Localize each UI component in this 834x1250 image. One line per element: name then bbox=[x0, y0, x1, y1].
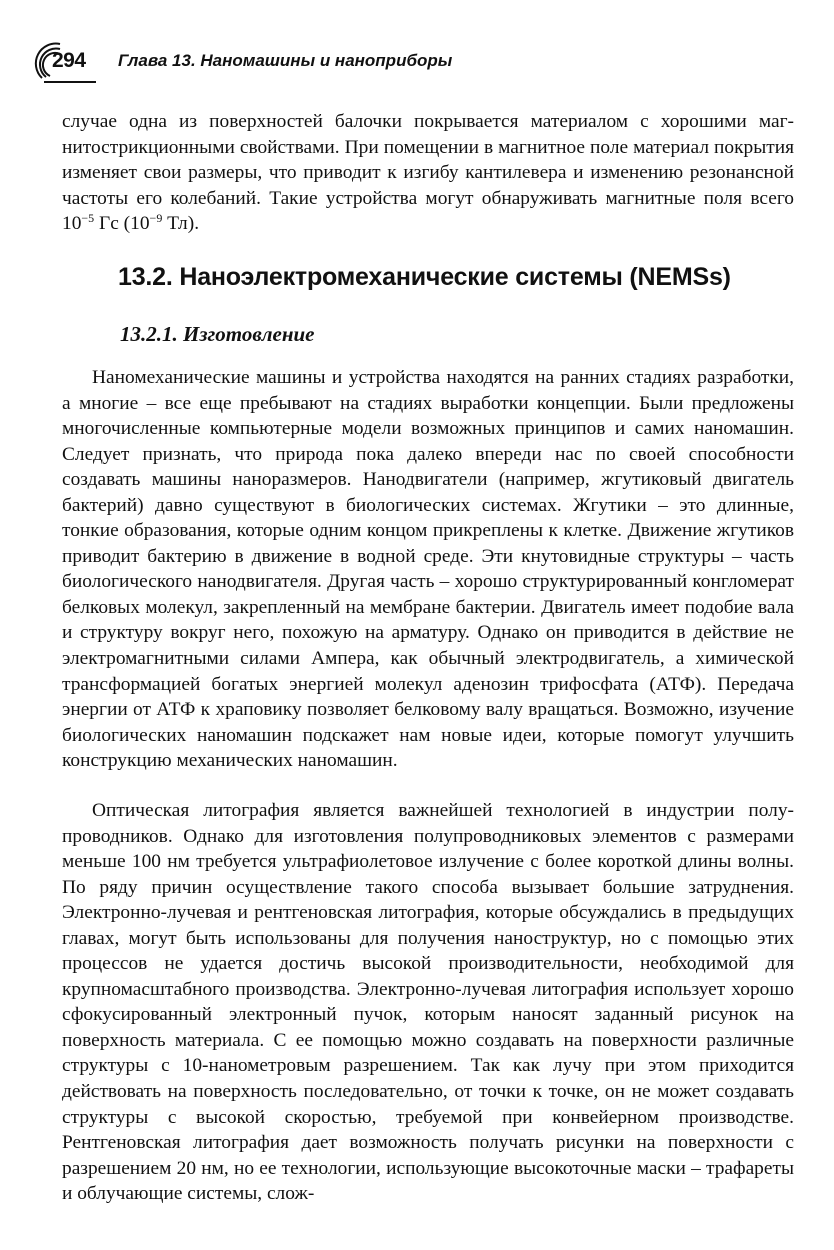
exponent-gauss: −5 bbox=[81, 211, 95, 226]
page-number: 294 bbox=[52, 49, 86, 72]
paragraph-2-text: Наномеханические машины и устройства находятся на ранних стадиях разработки, а многие – все еще пребывают на стадиях выработки концепции. Были предложены многочисленные компьютерные модели возможных принципов и самих наномашин. Следует признать, что природа пока далеко впереди нас по своей способности создавать машины наноразмеров. Нанодвигатели (например, жгутиковый двигатель бактерий) давно существуют в биологических системах. Жгутики – это длинные, тонкие образования, которые одним концом прикреплены к клетке. Движение жгутиков приводит бактерию в движение в водной среде. Эти кнутовидные структуры – часть биологического нанодвигателя. Другая часть – хорошо структурированный конгломерат белковых молекул, закрепленный на мембране бактерии. Двигатель имеет подобие вала и структуру вокруг него, похожую на арматуру. Однако он приводится в действие не электромагнитными силами Ампера, как обычный электродвигатель, а химической трансформацией богатых энергией молекул аденозин трифосфата (АТФ). Передача энергии от АТФ к храповику позволяет белковому валу вращаться. Возможно, изучение биологических наномашин подскажет нам новые идеи, которые помогут улучшить конструкцию механических наномашин. bbox=[62, 367, 794, 772]
paragraph-1-end: Тл). bbox=[162, 213, 200, 235]
subsection-title: 13.2.1. Изготовление bbox=[120, 322, 315, 346]
paragraph-1-mid: Гс (10 bbox=[94, 213, 150, 235]
page-header bbox=[30, 36, 810, 86]
running-head: Глава 13. Наномашины и наноприборы bbox=[118, 51, 453, 70]
paragraph-3-text: Оптическая литография является важнейшей технологией в индустрии полупроводников. Однако для изготовления полупроводниковых элементов с размерами меньше 100 нм требуется ультрафиолетовое излучение с более короткой длины волны. По ряду причин осуществление такого способа вызывает большие затруднения. Электронно-лучевая и рентгеновская литография, которые обсуждались в предыдущих главах, могут быть использованы для получения наноструктур, но с помощью этих процессов не удается достичь высокой производительности, необходимой для крупномасштабного производства. Электронно-лучевая литография использует хорошо сфокусированный электронный пучок, которым наносят заданный рисунок на поверхность материала. С ее помощью можно создавать на поверхности различные структуры с 10-нанометровым разрешением. Так как лучу при этом приходится действовать на поверхность последовательно, от точки к точке, он не может создавать структуры с высокой скоростью, требуемой при конвейерном производстве. Рентгеновская литография дает возможность получать рисунки на поверхности с разрешением 20 нм, но ее технологии, использующие высокоточные маски – трафареты и облучающие системы, слож- bbox=[62, 800, 794, 1205]
page-number-badge bbox=[30, 36, 100, 86]
exponent-tesla: −9 bbox=[149, 211, 163, 226]
paragraph-3 bbox=[62, 798, 794, 1207]
section-title: 13.2. Наноэлектромеханические системы (NEMSs) bbox=[118, 263, 731, 291]
paragraph-1 bbox=[62, 109, 794, 237]
paragraph-2 bbox=[62, 365, 794, 774]
paragraph-1-text: случае одна из поверхностей балочки покрывается материалом с хорошими магнитострикционными свойствами. При помещении в магнитное поле материал покрытия изменяет свои размеры, что приводит к изгибу кантилевера и изменению резонансной частоты его колебаний. Такие устройства могут обнаруживать магнитные поля всего 10 bbox=[62, 111, 794, 235]
